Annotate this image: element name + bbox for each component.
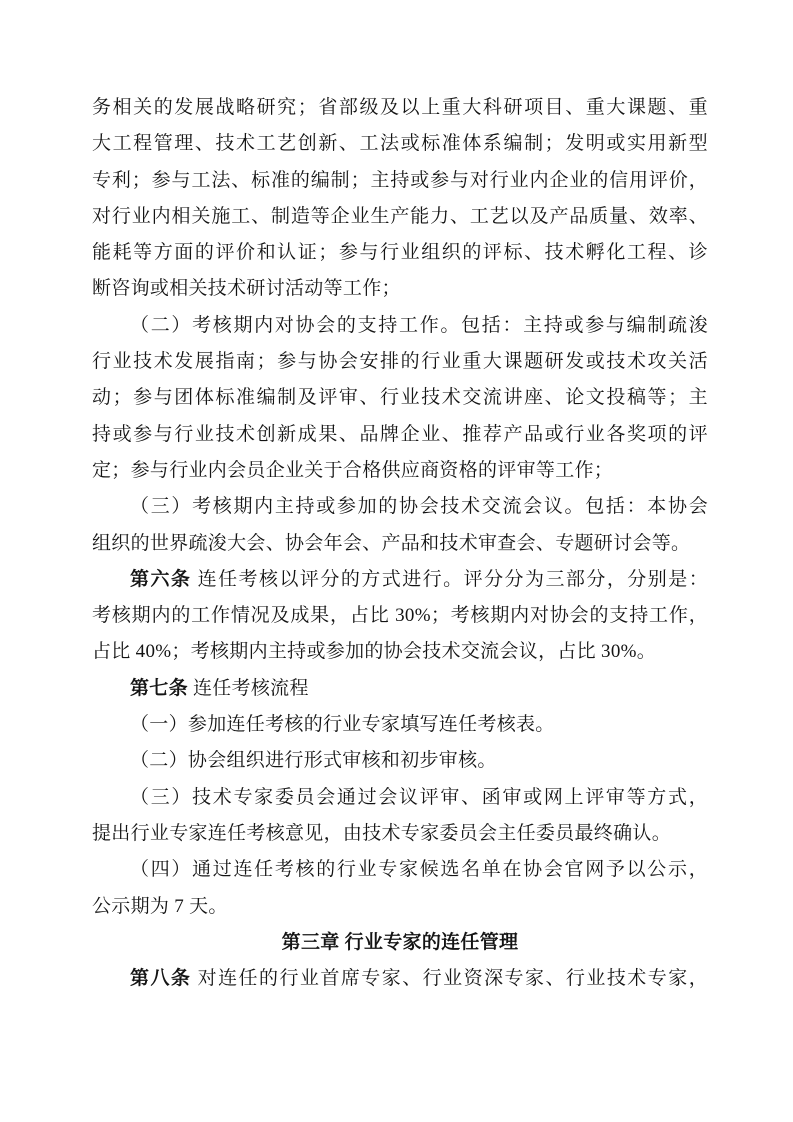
article-7-label: 第七条	[130, 677, 188, 699]
body-line: 务相关的发展战略研究；省部级及以上重大科研项目、重大课题、重	[92, 97, 708, 118]
body-line-item-3: （三）考核期内主持或参加的协会技术交流会议。包括：本协会	[130, 496, 708, 518]
body-line: 公示期为 7 天。	[92, 895, 228, 917]
body-line: 大工程管理、技术工艺创新、工法或标准体系编制；发明或实用新型	[92, 133, 708, 155]
article-7-text: 连任考核流程	[187, 677, 309, 699]
body-line: 占比 40%；考核期内主持或参加的协会技术交流会议，占比 30%。	[92, 641, 657, 663]
body-line: 动；参与团体标准编制及评审、行业技术交流讲座、论文投稿等；主	[92, 387, 708, 409]
body-line: 组织的世界疏浚大会、协会年会、产品和技术审查会、专题研讨会等。	[92, 532, 691, 554]
body-line: 定；参与行业内会员企业关于合格供应商资格的评审等工作；	[92, 459, 614, 481]
body-line-step-2: （二）协会组织进行形式审核和初步审核。	[130, 750, 497, 772]
body-line-item-2: （二）考核期内对协会的支持工作。包括：主持或参与编制疏浚	[130, 314, 708, 336]
body-line-step-3: （三）技术专家委员会通过会议评审、函审或网上评审等方式，	[130, 786, 708, 808]
article-8-label: 第八条	[130, 968, 192, 990]
body-line: 能耗等方面的评价和认证；参与行业组织的评标、技术孵化工程、诊	[92, 242, 708, 264]
article-8-text: 对连任的行业首席专家、行业资深专家、行业技术专家，	[191, 968, 708, 990]
body-line: 提出行业专家连任考核意见，由技术专家委员会主任委员最终确认。	[92, 822, 672, 844]
body-line: 行业技术发展指南；参与协会安排的行业重大课题研发或技术攻关活	[92, 351, 708, 373]
body-line: 持或参与行业技术创新成果、品牌企业、推荐产品或行业各奖项的评	[92, 423, 708, 445]
body-line-article-8	[92, 961, 708, 997]
body-line: 考核期内的工作情况及成果，占比 30%；考核期内对协会的支持工作，	[92, 605, 708, 627]
body-line: 断咨询或相关技术研讨活动等工作；	[92, 278, 401, 300]
chapter-heading: 第三章 行业专家的连任管理	[281, 931, 519, 953]
body-line-article-7	[92, 671, 708, 707]
body-line-step-4: （四）通过连任考核的行业专家候选名单在协会官网予以公示，	[130, 859, 708, 881]
body-line-article-6	[92, 562, 708, 598]
body-line: 对行业内相关施工、制造等企业生产能力、工艺以及产品质量、效率、	[92, 205, 708, 227]
body-line-step-1: （一）参加连任考核的行业专家填写连任考核表。	[130, 714, 555, 736]
article-6-label: 第六条	[130, 568, 192, 590]
article-6-text: 连任考核以评分的方式进行。评分分为三部分，分别是：	[191, 568, 708, 590]
document-body	[92, 90, 708, 997]
body-line: 专利；参与工法、标准的编制；主持或参与对行业内企业的信用评价，	[92, 169, 708, 191]
